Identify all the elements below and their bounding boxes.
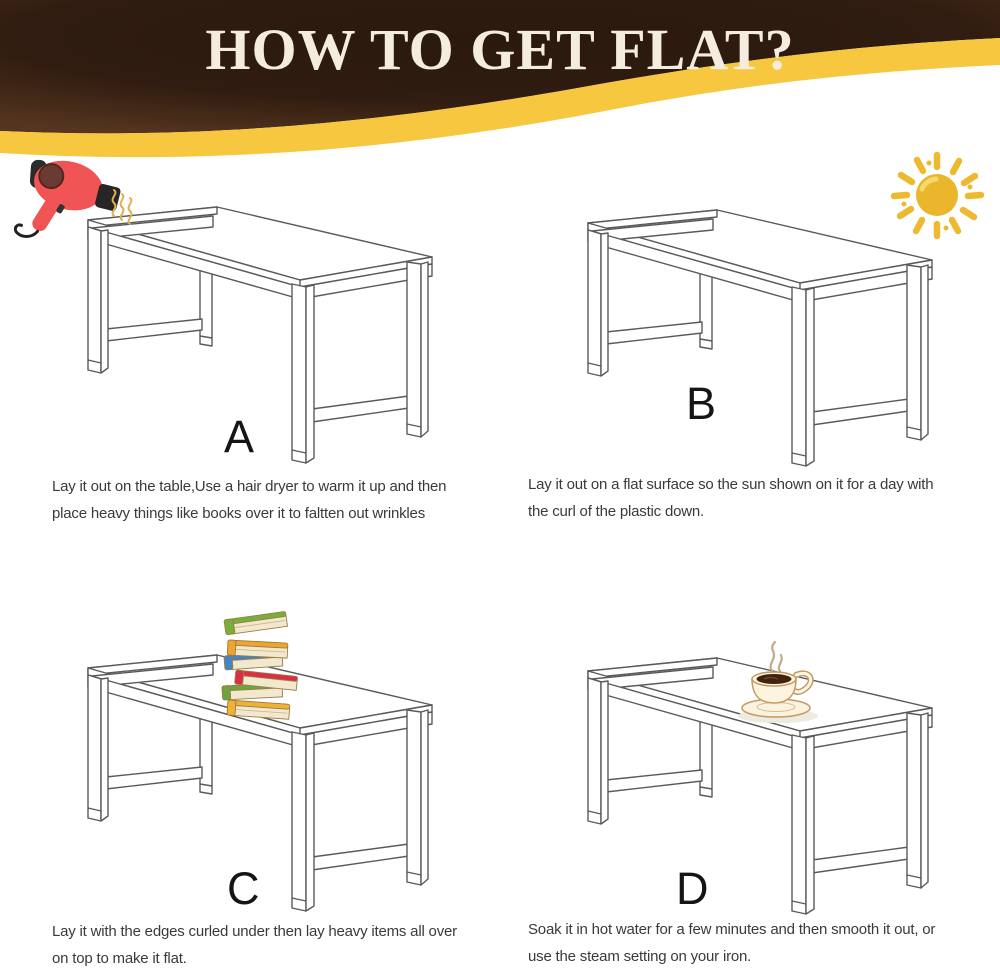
- caption-line: on top to make it flat.: [52, 950, 187, 967]
- heat-waves: [113, 190, 132, 224]
- method-caption-c: [52, 918, 457, 972]
- book-green-top: [224, 611, 287, 634]
- coffee-cup-icon: [728, 641, 828, 727]
- dryer-handle: [30, 195, 62, 233]
- method-letter-d: D: [676, 863, 709, 914]
- caption-line: use the steam setting on your iron.: [528, 948, 752, 965]
- book-orange: [227, 640, 288, 658]
- book-stack-icon: [214, 596, 306, 726]
- steam: [771, 642, 782, 671]
- method-letter-c: C: [227, 863, 260, 914]
- hair-dryer-icon: [14, 156, 144, 252]
- coffee-surface: [757, 674, 792, 684]
- method-letter-a: A: [224, 411, 255, 462]
- page-title: HOW TO GET FLAT?: [205, 17, 795, 82]
- caption-line: Lay it out on the table,Use a hair dryer to warm it up and then: [52, 478, 447, 495]
- caption-line: Lay it out on a flat surface so the sun shown on it for a day with: [528, 476, 934, 493]
- sun-icon: [884, 147, 990, 247]
- caption-line: the curl of the plastic down.: [528, 503, 704, 520]
- caption-line: place heavy things like books over it to faltten out wrinkles: [52, 505, 426, 522]
- method-caption-d: [528, 916, 935, 970]
- caption-line: Lay it with the edges curled under then lay heavy items all over: [52, 923, 457, 940]
- method-caption-a: [52, 473, 446, 527]
- book-yellow: [227, 700, 290, 719]
- method-letter-b: B: [686, 378, 717, 429]
- caption-line: Soak it in hot water for a few minutes and then smooth it out, or: [528, 921, 936, 938]
- method-caption-b: [528, 471, 933, 525]
